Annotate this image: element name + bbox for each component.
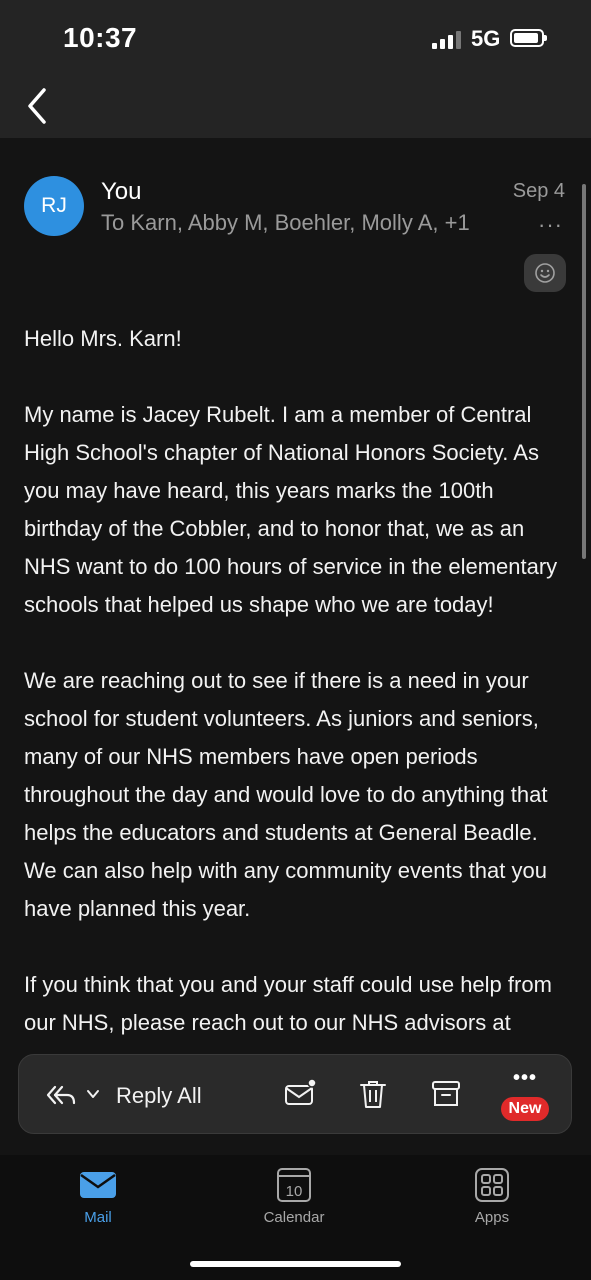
tab-calendar-label: Calendar bbox=[263, 1209, 325, 1226]
more-options-button[interactable]: ··· bbox=[538, 212, 563, 237]
reaction-button[interactable] bbox=[524, 254, 566, 292]
status-time: 10:37 bbox=[63, 22, 138, 53]
email-body bbox=[24, 320, 569, 1080]
smiley-icon bbox=[534, 262, 556, 284]
archive-icon[interactable] bbox=[429, 1077, 463, 1111]
back-button[interactable] bbox=[22, 86, 56, 126]
tab-apps[interactable] bbox=[432, 1167, 552, 1226]
email-action-bar bbox=[18, 1054, 572, 1134]
apps-grid-icon bbox=[472, 1167, 512, 1203]
tab-apps-label: Apps bbox=[474, 1209, 510, 1226]
email-paragraph: Hello Mrs. Karn! bbox=[24, 326, 182, 351]
reply-all-button[interactable]: Reply All bbox=[116, 1083, 202, 1108]
email-view[interactable] bbox=[0, 152, 591, 1152]
email-paragraph: We are reaching out to see if there is a need in your school for student volunteers. As juniors and seniors, many of our NHS members have open periods throughout the day and would love to do anything that helps the educators and students at General Beadle. We can also help with any community events that you have planned this year. bbox=[24, 668, 548, 921]
sender-name: You bbox=[101, 178, 142, 205]
recipients-line[interactable]: To Karn, Abby M, Boehler, Molly A, +1 bbox=[101, 210, 470, 235]
trash-icon[interactable] bbox=[356, 1077, 390, 1111]
status-bar bbox=[0, 0, 591, 80]
tab-mail[interactable] bbox=[38, 1167, 158, 1226]
scrollbar[interactable] bbox=[582, 184, 586, 559]
more-actions-button[interactable]: ••• bbox=[513, 1067, 538, 1089]
email-paragraph: My name is Jacey Rubelt. I am a member of Central High School's chapter of National Honors Society. As you may have heard, this years marks the 100th birthday of the Cobbler, and to honor that, we as an NHS want to do 100 hours of service in the elementary schools that helped us shape who we are today! bbox=[24, 402, 558, 617]
calendar-day: 10 bbox=[285, 1183, 303, 1200]
tab-calendar[interactable] bbox=[234, 1167, 354, 1226]
mark-unread-icon[interactable] bbox=[283, 1077, 317, 1111]
email-date: Sep 4 bbox=[512, 180, 565, 202]
tab-mail-label: Mail bbox=[84, 1209, 112, 1226]
mail-icon bbox=[78, 1167, 118, 1203]
battery-icon bbox=[510, 29, 544, 47]
new-badge: New bbox=[501, 1097, 549, 1121]
network-type: 5G bbox=[471, 26, 501, 51]
navigation-bar bbox=[0, 80, 591, 138]
chevron-down-icon[interactable] bbox=[85, 1086, 101, 1102]
signal-icon bbox=[432, 31, 464, 49]
calendar-icon bbox=[274, 1167, 314, 1203]
avatar[interactable]: RJ bbox=[24, 176, 84, 236]
email-paragraph: If you think that you and your staff could use help from our NHS, please reach out to our NHS advisors at bbox=[24, 972, 552, 1035]
reply-all-icon[interactable] bbox=[45, 1079, 77, 1111]
chevron-left-icon bbox=[22, 86, 56, 126]
home-indicator[interactable] bbox=[190, 1261, 401, 1267]
